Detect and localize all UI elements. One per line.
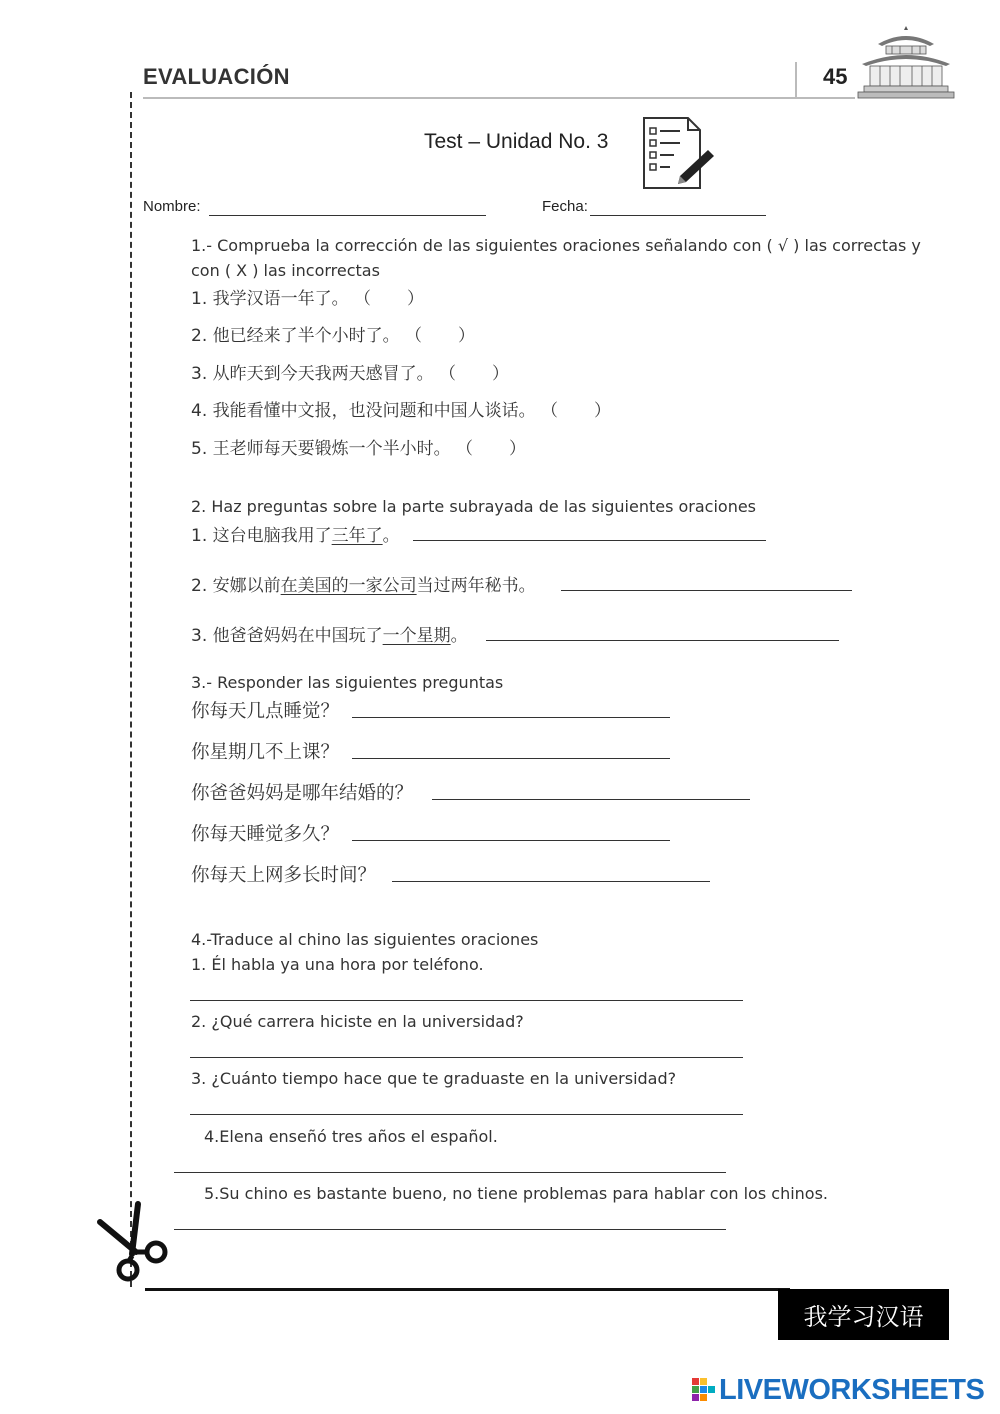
header-separator bbox=[795, 62, 797, 98]
answer-line[interactable] bbox=[432, 799, 750, 800]
answer-paren[interactable]: （ ） bbox=[541, 401, 612, 421]
section4-instruction: 4.-Traduce al chino las siguientes oraciones bbox=[191, 930, 539, 949]
name-label: Nombre: bbox=[143, 198, 201, 215]
section3-question: 你星期几不上课？ bbox=[191, 742, 340, 763]
section1-item bbox=[191, 396, 611, 421]
section2-instruction: 2. Haz preguntas sobre la parte subrayada de las siguientes oraciones bbox=[191, 497, 757, 516]
answer-line[interactable] bbox=[352, 758, 670, 759]
section1-item bbox=[191, 321, 475, 346]
liveworksheets-mark-icon bbox=[692, 1378, 716, 1402]
answer-line[interactable] bbox=[413, 540, 766, 541]
answer-line[interactable] bbox=[190, 1057, 743, 1058]
section1-item bbox=[191, 359, 509, 384]
section1-item-text: 4. 我能看懂中文报，也没问题和中国人谈话。 bbox=[191, 401, 536, 421]
answer-line[interactable] bbox=[352, 717, 670, 718]
answer-line[interactable] bbox=[352, 840, 670, 841]
answer-line[interactable] bbox=[486, 640, 839, 641]
header-rule bbox=[143, 97, 855, 99]
section1-item bbox=[191, 434, 526, 459]
answer-line[interactable] bbox=[190, 1000, 743, 1001]
section1-item bbox=[191, 284, 424, 309]
answer-paren[interactable]: （ ） bbox=[456, 439, 527, 459]
section3-question: 你每天上网多长时间？ bbox=[191, 865, 377, 886]
test-title: Test – Unidad No. 3 bbox=[424, 130, 609, 153]
underlined-part: 一个星期 bbox=[382, 626, 451, 646]
section1-item-text: 3. 从昨天到今天我两天感冒了。 bbox=[191, 364, 434, 384]
cut-line bbox=[130, 92, 132, 1287]
section1-item-text: 2. 他已经来了半个小时了。 bbox=[191, 326, 400, 346]
name-field-line[interactable] bbox=[209, 215, 486, 216]
answer-line[interactable] bbox=[174, 1172, 726, 1173]
scissors-icon bbox=[96, 1200, 174, 1284]
date-field-line[interactable] bbox=[590, 215, 766, 216]
section4-item: 1. Él habla ya una hora por teléfono. bbox=[191, 955, 484, 974]
section3-question: 你爸爸妈妈是哪年结婚的？ bbox=[191, 783, 414, 804]
section4-item: 2. ¿Qué carrera hiciste en la universidad? bbox=[191, 1012, 524, 1031]
page-number: 45 bbox=[823, 64, 848, 89]
bottom-rule bbox=[145, 1288, 790, 1291]
checklist-document-icon bbox=[640, 116, 716, 192]
section4-item: 3. ¿Cuánto tiempo hace que te graduaste en la universidad? bbox=[191, 1069, 677, 1088]
underlined-part: 在美国的一家公司 bbox=[280, 576, 417, 596]
answer-line[interactable] bbox=[561, 590, 852, 591]
section3-question: 你每天几点睡觉？ bbox=[191, 701, 340, 722]
answer-line[interactable] bbox=[190, 1114, 743, 1115]
liveworksheets-text: LIVEWORKSHEETS bbox=[719, 1373, 985, 1406]
answer-paren[interactable]: （ ） bbox=[354, 289, 425, 309]
section1-item-text: 1. 我学汉语一年了。 bbox=[191, 289, 349, 309]
section1-item-text: 5. 王老师每天要锻炼一个半小时。 bbox=[191, 439, 451, 459]
section4-item: 5.Su chino es bastante bueno, no tiene problemas para hablar con los chinos. bbox=[204, 1184, 828, 1203]
underlined-part: 三年了 bbox=[331, 526, 383, 546]
section2-item: 3. 他爸爸妈妈在中国玩了一个星期。 bbox=[191, 626, 468, 646]
section4-item: 4.Elena enseñó tres años el español. bbox=[204, 1127, 498, 1146]
temple-icon bbox=[856, 24, 956, 100]
section2-item: 1. 这台电脑我用了三年了。 bbox=[191, 526, 400, 546]
section2-item: 2. 安娜以前在美国的一家公司当过两年秘书。 bbox=[191, 576, 536, 596]
answer-line[interactable] bbox=[392, 881, 710, 882]
liveworksheets-logo bbox=[692, 1374, 984, 1406]
answer-paren[interactable]: （ ） bbox=[439, 364, 510, 384]
brand-box: 我学习汉语 bbox=[778, 1289, 949, 1340]
section3-question: 你每天睡觉多久？ bbox=[191, 824, 340, 845]
answer-line[interactable] bbox=[174, 1229, 726, 1230]
section3-instruction: 3.- Responder las siguientes preguntas bbox=[191, 673, 504, 692]
section1-instruction: 1.- Comprueba la corrección de las siguientes oraciones señalando con ( √ ) las correctas y con ( X ) las incorrectas bbox=[191, 236, 921, 280]
answer-paren[interactable]: （ ） bbox=[405, 326, 476, 346]
header-title: EVALUACIÓN bbox=[143, 64, 290, 89]
date-label: Fecha: bbox=[542, 198, 588, 215]
